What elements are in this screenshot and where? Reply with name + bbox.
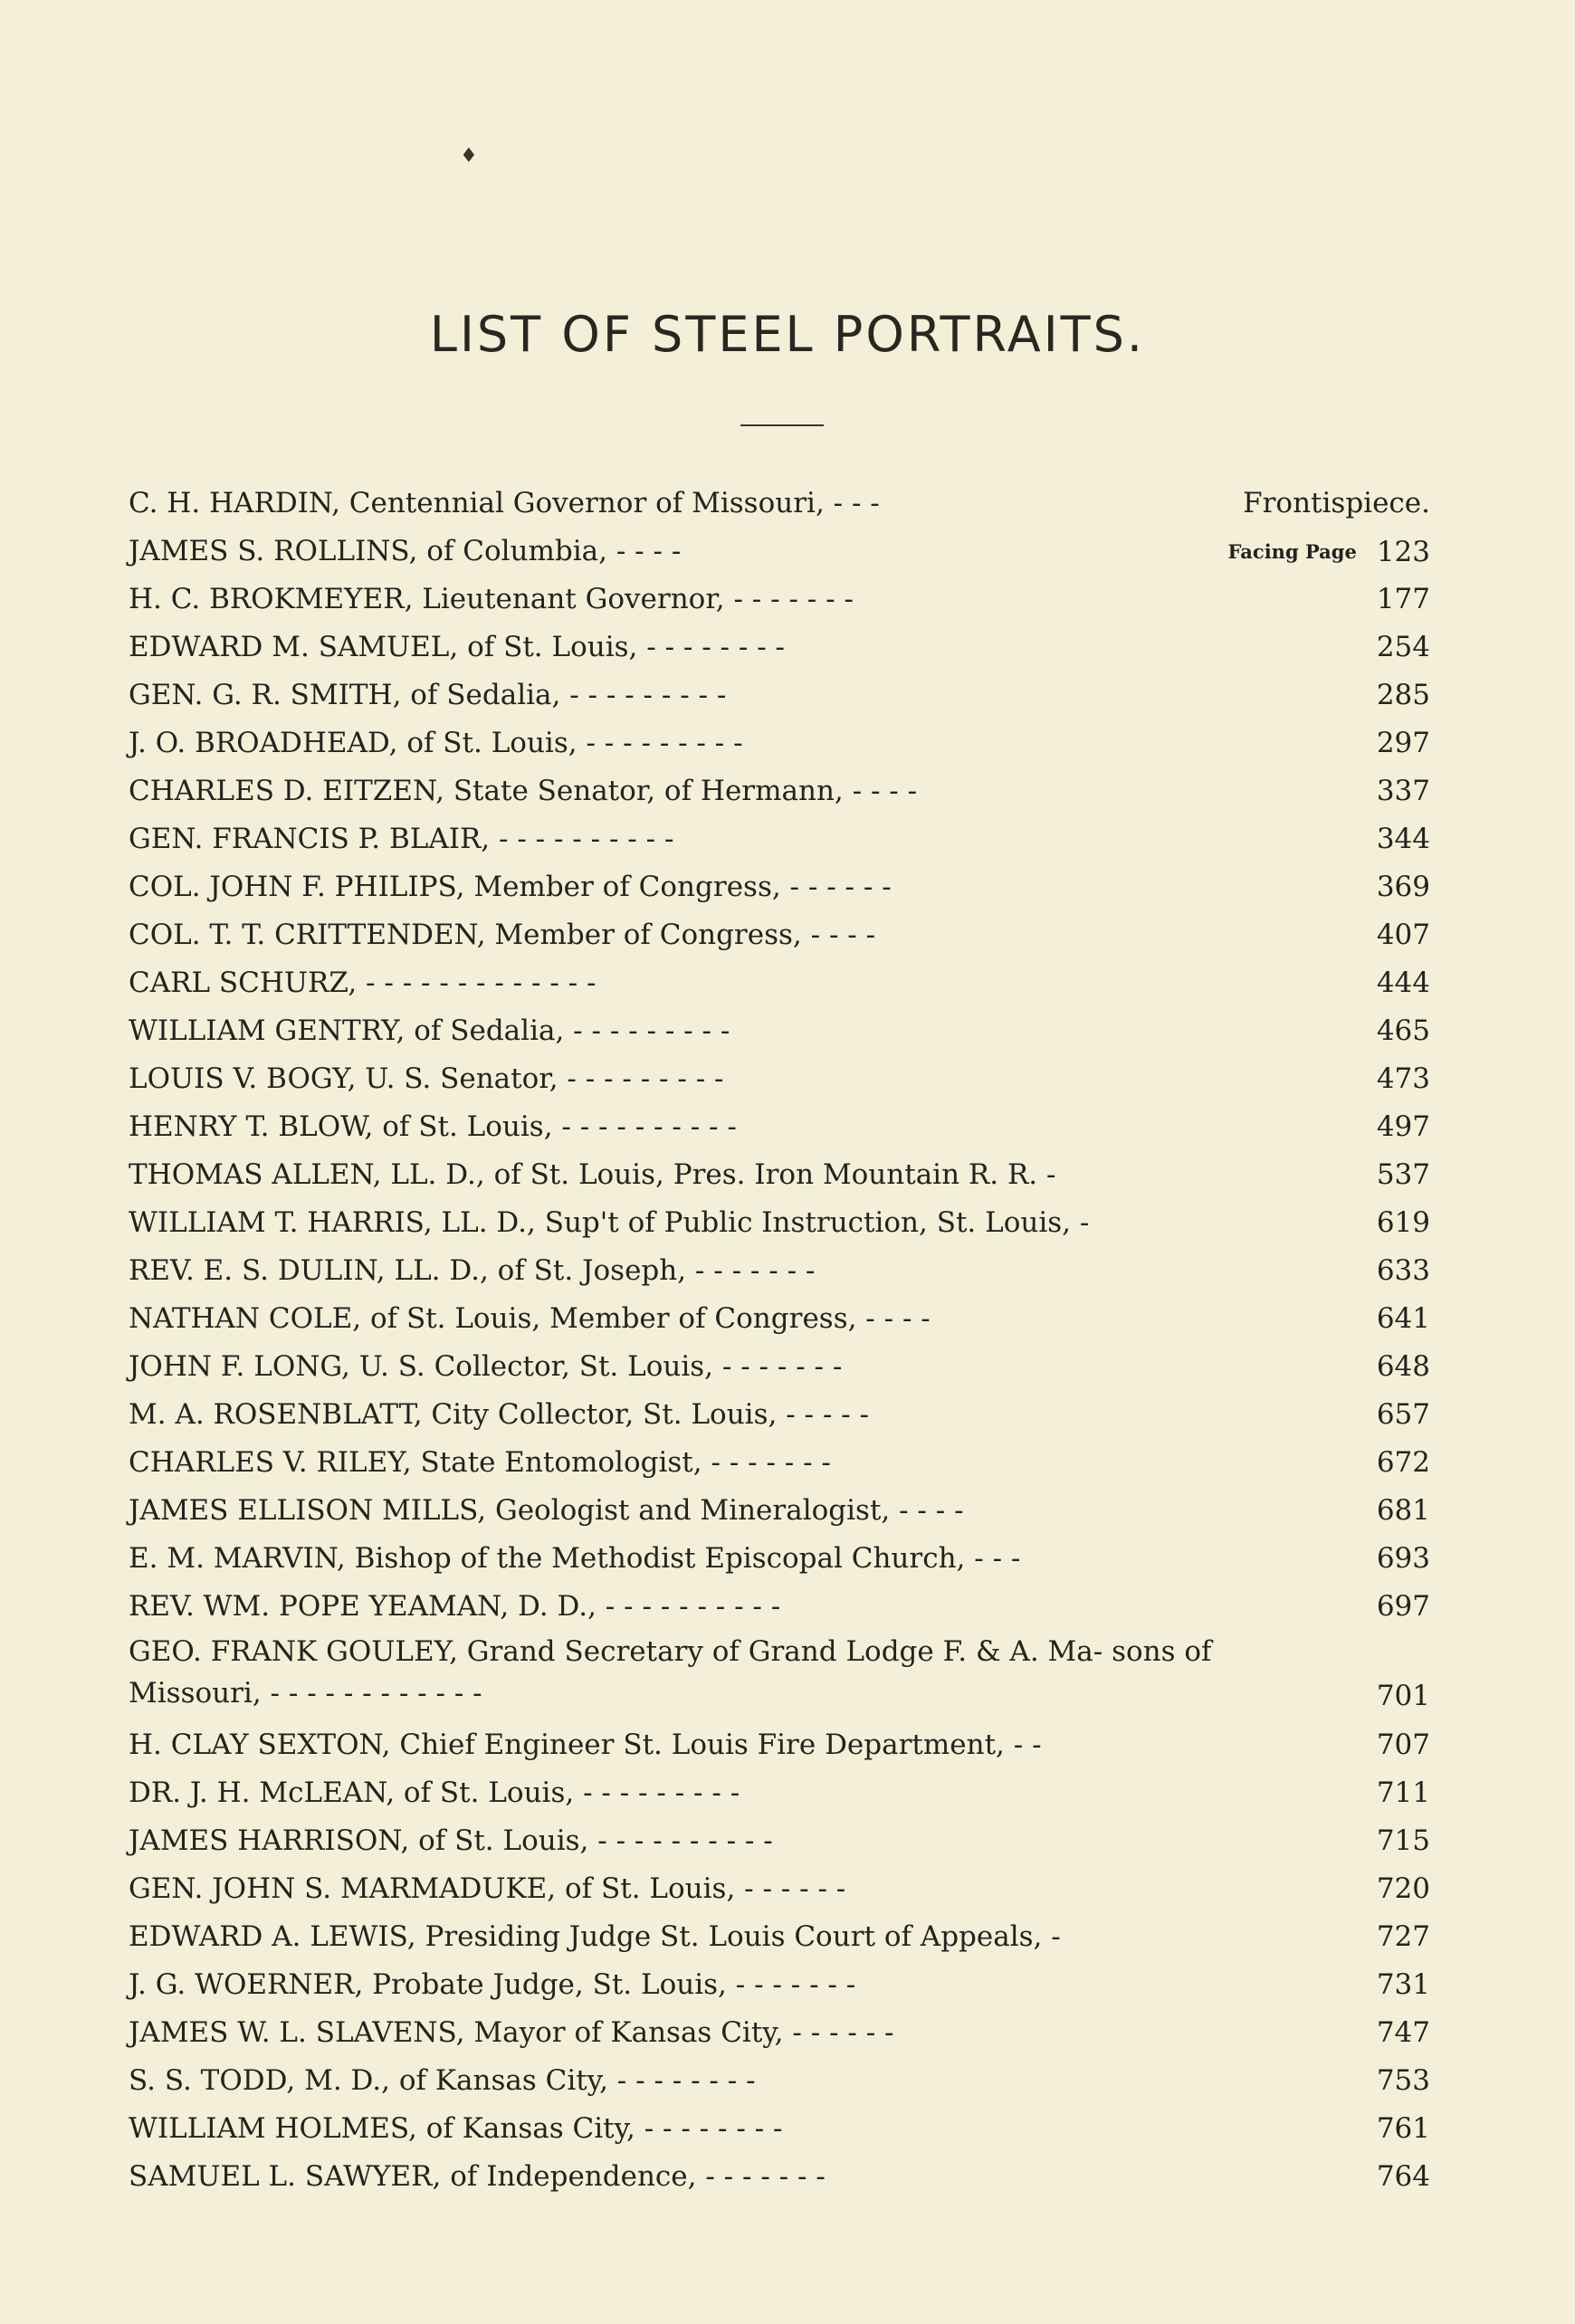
- portrait-name: JOHN F. LONG, U. S. Collector, St. Louis, - - - - - - -: [129, 1350, 843, 1383]
- portrait-entry: [129, 1151, 1430, 1199]
- portrait-page-number: [1377, 1583, 1430, 1631]
- portrait-name: JAMES S. ROLLINS, of Columbia, - - - -: [129, 535, 682, 567]
- portrait-entry: [129, 1007, 1430, 1055]
- portrait-name: J. G. WOERNER, Probate Judge, St. Louis, - - - - - - -: [129, 1968, 856, 2001]
- portrait-name: NATHAN COLE, of St. Louis, Member of Congress, - - - -: [129, 1302, 931, 1335]
- portrait-name: H. CLAY SEXTON, Chief Engineer St. Louis Fire Department, - -: [129, 1729, 1042, 1761]
- portrait-page-number: [1243, 480, 1430, 528]
- portrait-name: EDWARD A. LEWIS, Presiding Judge St. Louis Court of Appeals, -: [129, 1920, 1061, 1953]
- portrait-page-number: [1228, 528, 1430, 576]
- page-number: 633: [1376, 1254, 1430, 1287]
- page-number: 720: [1376, 1872, 1430, 1905]
- portrait-name: H. C. BROKMEYER, Lieutenant Governor, - - - - - - -: [129, 583, 854, 615]
- portrait-page-number: [1377, 671, 1430, 719]
- portrait-entry: [129, 911, 1430, 959]
- portrait-page-number: [1377, 1007, 1430, 1055]
- portrait-page-number: [1377, 815, 1430, 863]
- page-number: 465: [1376, 1014, 1430, 1047]
- page-number: 707: [1376, 1729, 1430, 1761]
- portrait-name: COL. T. T. CRITTENDEN, Member of Congress, - - - -: [129, 919, 876, 951]
- portrait-name: C. H. HARDIN, Centennial Governor of Missouri, - - -: [129, 487, 880, 519]
- portrait-page-number: [1377, 2057, 1430, 2105]
- portrait-page-number: [1377, 863, 1430, 911]
- portrait-entry: [129, 1913, 1430, 1961]
- portrait-page-number: [1377, 767, 1430, 815]
- portrait-page-number: [1377, 1961, 1430, 2009]
- portrait-entry: [129, 1487, 1430, 1535]
- portrait-entry: [129, 2009, 1430, 2057]
- page-number: 715: [1376, 1824, 1430, 1857]
- page-number: 123: [1376, 536, 1430, 568]
- portrait-entry: [129, 1055, 1430, 1103]
- portrait-entry: [129, 815, 1430, 863]
- portrait-list: [129, 480, 1430, 2201]
- portrait-entry: [129, 528, 1430, 576]
- portrait-page-number: [1377, 1439, 1430, 1487]
- portrait-entry: [129, 1583, 1430, 1631]
- portrait-name: WILLIAM GENTRY, of Sedalia, - - - - - - - - -: [129, 1014, 730, 1047]
- portrait-page-number: [1377, 959, 1430, 1007]
- portrait-page-number: [1377, 1199, 1430, 1247]
- portrait-page-number: [1377, 1817, 1430, 1865]
- portrait-page-number: [1377, 2105, 1430, 2153]
- portrait-page-number: [1377, 1151, 1430, 1199]
- page-number: 657: [1376, 1398, 1430, 1431]
- page-number: 711: [1376, 1776, 1430, 1809]
- page-number: 747: [1376, 2016, 1430, 2049]
- portrait-page-number: [1377, 1487, 1430, 1535]
- portrait-page-number: [1377, 1343, 1430, 1391]
- portrait-name: GEN. G. R. SMITH, of Sedalia, - - - - - - - - -: [129, 679, 727, 711]
- portrait-name: GEO. FRANK GOULEY, Grand Secretary of Grand Lodge F. & A. Ma- sons of Missouri, - - - - - - - - - - - -: [129, 1635, 1212, 1710]
- portrait-entry: [129, 959, 1430, 1007]
- page-number: 407: [1376, 919, 1430, 951]
- page-number: 177: [1376, 583, 1430, 615]
- portrait-name: REV. WM. POPE YEAMAN, D. D., - - - - - - - - - -: [129, 1590, 781, 1623]
- portrait-entry: [129, 1439, 1430, 1487]
- portrait-name: THOMAS ALLEN, LL. D., of St. Louis, Pres. Iron Mountain R. R. -: [129, 1158, 1056, 1191]
- portrait-entry: [129, 1961, 1430, 2009]
- portrait-entry: [129, 576, 1430, 624]
- portrait-name: GEN. FRANCIS P. BLAIR, - - - - - - - - - -: [129, 823, 674, 855]
- portrait-name: S. S. TODD, M. D., of Kansas City, - - - - - - - -: [129, 2064, 756, 2097]
- portrait-entry: [129, 624, 1430, 671]
- portrait-entry: [129, 719, 1430, 767]
- page-number: 254: [1376, 631, 1430, 663]
- page-number: 681: [1376, 1494, 1430, 1527]
- portrait-page-number: [1377, 911, 1430, 959]
- portrait-entry: [129, 480, 1430, 528]
- page-number: 337: [1376, 775, 1430, 807]
- portrait-page-number: [1377, 1295, 1430, 1343]
- portrait-page-number: [1377, 1055, 1430, 1103]
- page-number: 697: [1376, 1590, 1430, 1623]
- portrait-entry: [129, 2153, 1430, 2201]
- page-number: 672: [1376, 1446, 1430, 1479]
- portrait-name: JAMES W. L. SLAVENS, Mayor of Kansas City, - - - - - -: [129, 2016, 894, 2049]
- portrait-entry: [129, 1817, 1430, 1865]
- portrait-page-number: [1377, 1769, 1430, 1817]
- page-number: 648: [1376, 1350, 1430, 1383]
- portrait-page-number: [1377, 1103, 1430, 1151]
- portrait-entry: [129, 1535, 1430, 1583]
- page-number: 761: [1376, 2112, 1430, 2145]
- portrait-name: E. M. MARVIN, Bishop of the Methodist Episcopal Church, - - -: [129, 1542, 1021, 1575]
- portrait-name: CHARLES V. RILEY, State Entomologist, - - - - - - -: [129, 1446, 831, 1479]
- portrait-name: CARL SCHURZ, - - - - - - - - - - - - -: [129, 967, 597, 999]
- portrait-page-number: [1377, 1391, 1430, 1439]
- page-number: 727: [1376, 1920, 1430, 1953]
- portrait-entry: [129, 1391, 1430, 1439]
- page-number: 344: [1376, 823, 1430, 855]
- page-number: 764: [1376, 2160, 1430, 2193]
- page-number: 473: [1376, 1062, 1430, 1095]
- portrait-page-number: [1377, 1913, 1430, 1961]
- page-number: 701: [1376, 1680, 1430, 1712]
- portrait-page-number: [1377, 1721, 1430, 1769]
- portrait-name: JAMES HARRISON, of St. Louis, - - - - - - - - - -: [129, 1824, 773, 1857]
- portrait-name: M. A. ROSENBLATT, City Collector, St. Louis, - - - - -: [129, 1398, 869, 1431]
- page-number: 369: [1376, 871, 1430, 903]
- portrait-name: GEN. JOHN S. MARMADUKE, of St. Louis, - - - - - -: [129, 1872, 846, 1905]
- portrait-name: SAMUEL L. SAWYER, of Independence, - - - - - - -: [129, 2160, 826, 2193]
- portrait-page-number: [1377, 576, 1430, 624]
- portrait-page-number: [1377, 2153, 1430, 2201]
- portrait-entry: [129, 1721, 1430, 1769]
- page-title: LIST OF STEEL PORTRAITS.: [429, 306, 1146, 363]
- portrait-page-number: [1377, 2009, 1430, 2057]
- portrait-entry: [129, 1343, 1430, 1391]
- portrait-entry: [129, 671, 1430, 719]
- portrait-name: REV. E. S. DULIN, LL. D., of St. Joseph, - - - - - - -: [129, 1254, 816, 1287]
- title-rule: [740, 424, 824, 426]
- page-number: 537: [1376, 1158, 1430, 1191]
- portrait-entry: [129, 767, 1430, 815]
- page-number: 693: [1376, 1542, 1430, 1575]
- ornament-mark: ♦: [460, 145, 478, 167]
- portrait-page-number: [1377, 1247, 1430, 1295]
- page-number: Frontispiece.: [1243, 487, 1430, 519]
- portrait-entry: [129, 1247, 1430, 1295]
- page-number: 497: [1376, 1110, 1430, 1143]
- portrait-name: WILLIAM HOLMES, of Kansas City, - - - - - - - -: [129, 2112, 783, 2145]
- portrait-page-number: [1377, 624, 1430, 671]
- portrait-entry: [129, 863, 1430, 911]
- portrait-name: EDWARD M. SAMUEL, of St. Louis, - - - - - - - -: [129, 631, 786, 663]
- page-number: 444: [1376, 967, 1430, 999]
- portrait-name: WILLIAM T. HARRIS, LL. D., Sup't of Public Instruction, St. Louis, -: [129, 1206, 1090, 1239]
- portrait-page-number: [1377, 1535, 1430, 1583]
- portrait-entry: [129, 1769, 1430, 1817]
- portrait-entry: [129, 1199, 1430, 1247]
- page-number: 753: [1376, 2064, 1430, 2097]
- page-number: 285: [1376, 679, 1430, 711]
- portrait-entry: [129, 2105, 1430, 2153]
- portrait-name: LOUIS V. BOGY, U. S. Senator, - - - - - - - - -: [129, 1062, 724, 1095]
- page-number: 297: [1376, 727, 1430, 759]
- portrait-entry: [129, 2057, 1430, 2105]
- page-number: 619: [1376, 1206, 1430, 1239]
- page-number: 731: [1376, 1968, 1430, 2001]
- portrait-page-number: [1377, 1865, 1430, 1913]
- portrait-name: CHARLES D. EITZEN, State Senator, of Hermann, - - - -: [129, 775, 918, 807]
- page-number: 641: [1376, 1302, 1430, 1335]
- portrait-page-number: [1377, 719, 1430, 767]
- portrait-entry: [129, 1295, 1430, 1343]
- portrait-page-number: [1377, 1672, 1430, 1720]
- portrait-entry: [129, 1103, 1430, 1151]
- portrait-entry: [129, 1865, 1430, 1913]
- portrait-name: HENRY T. BLOW, of St. Louis, - - - - - - - - - -: [129, 1110, 737, 1143]
- portrait-entry: [129, 1631, 1430, 1721]
- portrait-name: DR. J. H. McLEAN, of St. Louis, - - - - - - - - -: [129, 1776, 740, 1809]
- portrait-name: COL. JOHN F. PHILIPS, Member of Congress, - - - - - -: [129, 871, 892, 903]
- portrait-name: J. O. BROADHEAD, of St. Louis, - - - - - - - - -: [129, 727, 743, 759]
- facing-page-label: Facing Page: [1227, 540, 1357, 563]
- portrait-name: JAMES ELLISON MILLS, Geologist and Mineralogist, - - - -: [129, 1494, 964, 1527]
